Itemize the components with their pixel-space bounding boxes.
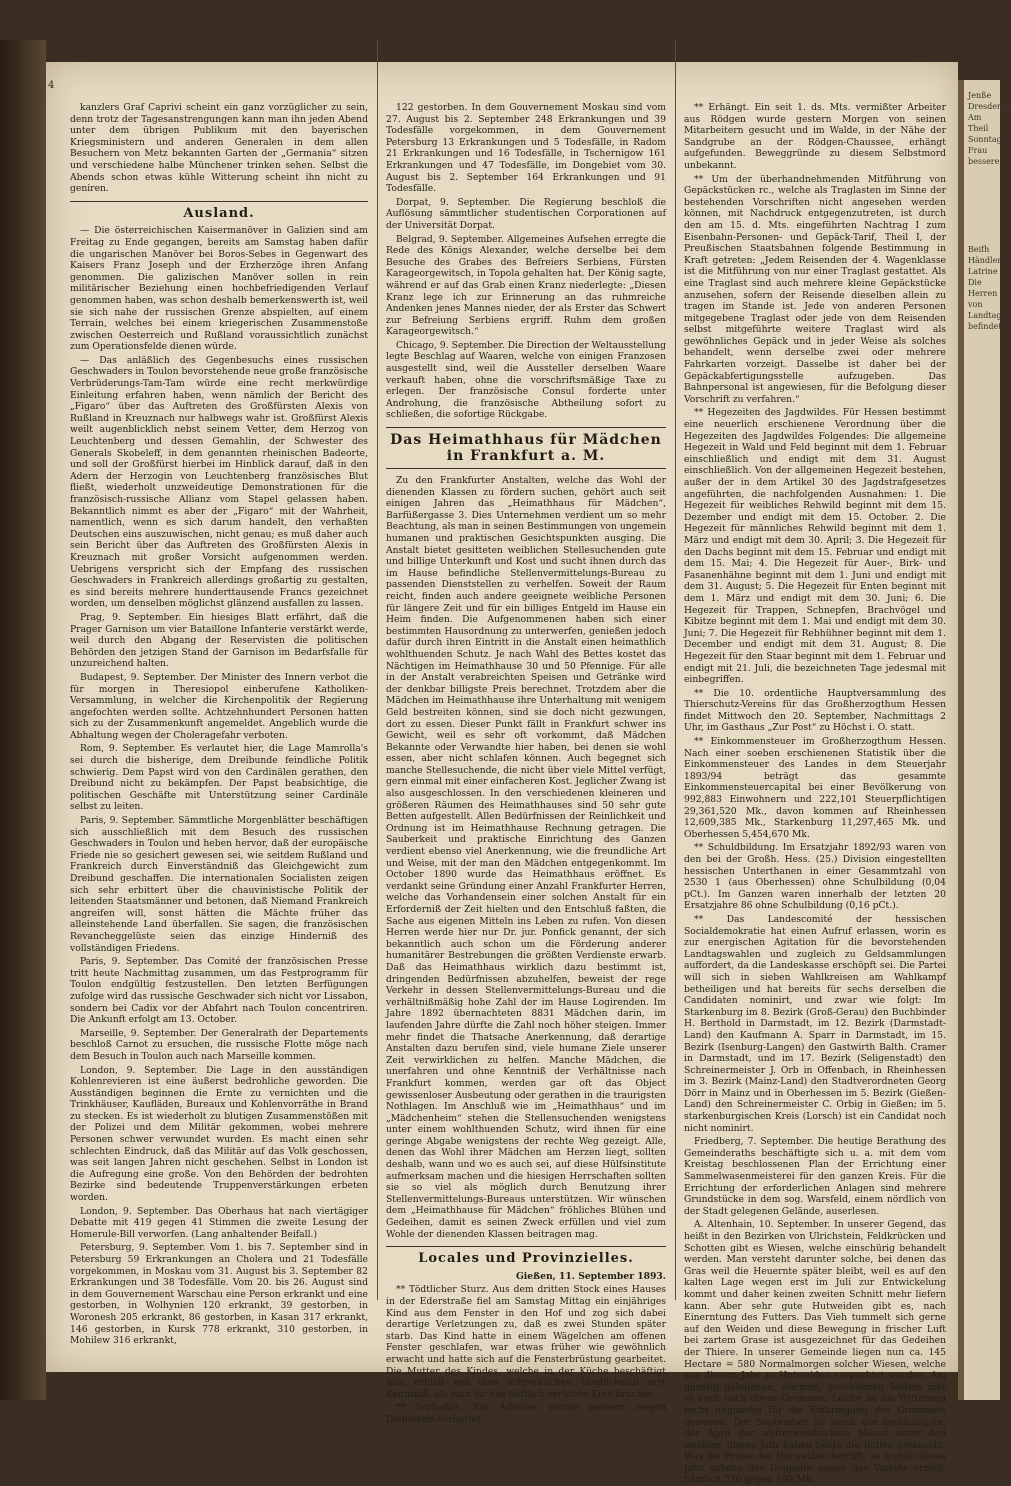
article-paragraph: ** Einkommensteuer im Großherzogthum Hessen. Nach einer soeben erschienenen Statistik über die Einkommensteuer des Landes in dem Steuerjahr 1893/94 beträgt das gesammte Einkommensteuercapital bei einer Bevölkerung von 992,883 Einwohnern und 222,101 Steuerpflichtigen 29,361,520 Mk., davon kommen auf Rheinhessen 12,609,385 Mk., Starkenburg 11,297,465 Mk. und Oberhessen 5,454,670 Mk. bbox=[684, 736, 946, 840]
page-gutter bbox=[958, 80, 964, 1400]
article-paragraph: Budapest, 9. September. Der Minister des Innern verbot die für morgen in Theresiopol einberufene Katholiken-Versammlung, in welcher die Kirchenpolitik der Regierung angefochten werden sollte. Achtzehnhundert Personen hatten sich zu der Zusammenkunft angemeldet. Angeblich wurde die Abhaltung wegen der Choleragefahr verboten. bbox=[70, 671, 368, 741]
divider bbox=[70, 201, 368, 202]
article-paragraph: ** Verhaftet. Ein Arbeiter wurde gestern wegen Diebstahls verhaftet. bbox=[386, 1402, 666, 1425]
article-paragraph: London, 9. September. Die Lage in den ausständigen Kohlenrevieren ist eine äußerst bedrohliche geworden. Die Ausständigen beginnen die Ernte zu vernichten und die Trinkhäuser, Kaufläden, Bureaux und Kohlenvorräthe in Brand zu stecken. Es ist wiederholt zu blutigen Zusammenstößen mit der Polizei und dem Militär gekommen, wobei mehrere Personen schwer verwundet wurden. Es macht einen sehr schlechten Eindruck, daß das Militär auf das Volk geschossen, was seit langen Jahren nicht geschehen. Selbst in London ist die Aufregung eine große. Von den Behörden der bedrohten Bezirke sind bedeutende Truppenverstärkungen erbeten worden. bbox=[70, 1064, 368, 1204]
adjacent-page-fragments: Jenße Dresdener Am Theil Sonntag Frau bessere Beifh Händler Latrine Die Herren von Landtag befindet bbox=[968, 91, 1011, 331]
article-paragraph: Belgrad, 9. September. Allgemeines Aufsehen erregte die Rede des Königs Alexander, welche derselbe bei dem Besuche des Grabes des Befreiers Serbiens, Fürsten Karageorgewitsch, in Topola gehalten hat. Der König sagte, während er auf das Grab einen Kranz niederlegte: „Diesen Kranz lege ich zur Erinnerung an das ruhmreiche Andenken jenes Mannes nieder, der als Erster das Schwert zur Befreiung Serbiens ergriff. Ruhm dem großen Karageorgewitsch.“ bbox=[386, 233, 666, 338]
article-paragraph: London, 9. September. Das Oberhaus hat nach viertägiger Debatte mit 419 gegen 41 Stimmen die zweite Lesung der Homerule-Bill verworfen. (Lang anhaltender Beifall.) bbox=[70, 1205, 368, 1240]
article-paragraph: ** Tödtlicher Sturz. Aus dem dritten Stock eines Hauses in der Ederstraße fiel am Samstag Mittag ein einjähriges Kind aus dem Fenster in den Hof und zog sich dabei derartige Verletzungen zu, daß es zwei Stunden später starb. Das Kind hatte in einem Wägelchen am offenen Fenster geschlafen, war etwas früher wie gewöhnlich erwacht und hatte sich auf die Fensterbrüstung gearbeitet. Die Mutter des Kindes, welche in der Küche beschäftigt war, erhielt von dem schrecklichen Unglücksfall erst Kenntniß, als man ihr das tödtlich verletzte Kind brachte. bbox=[386, 1284, 666, 1400]
section-title-locales: Locales und Provinzielles. bbox=[418, 1251, 634, 1267]
article-paragraph: ** Erhängt. Ein seit 1. ds. Mts. vermißter Arbeiter aus Rödgen wurde gestern Morgen von seinen Mitarbeitern gesucht und im Walde, in der Nähe der Sandgrube an der Rödgen-Chaussee, erhängt aufgefunden. Beweggründe zu diesem Selbstmord unbekannt. bbox=[684, 102, 946, 171]
article-paragraph: Dorpat, 9. September. Die Regierung beschloß die Auflösung sämmtlicher studentischen Corporationen auf der Universität Dorpat. bbox=[386, 196, 666, 231]
article-paragraph: A. Altenhain, 10. September. In unserer Gegend, das heißt in den Bezirken von Ulrichstein, Feldkrücken und Schotten gibt es Wiesen, welche einschürig behandelt werden. Man versteht darunter solche, bei denen das Gras weil die Heuernte später bleibt, weil es auf den kalten Lage wegen erst im Juli zur Entwickelung kommt und daher keinen zweiten Schnitt mehr liefern kann. Aber sehr gute Hutweiden gibt es, nach Einerntung des Futters. Das Vieh tummelt sich gerne auf den Weiden und diese Bewegung in frischer Luft bei zartem Grase ist ausgezeichnet für das Gedeihen der Thiere. In unserer Gemeinde liegen nun ca. 145 Hectare = 580 Normalmorgen solcher Wiesen, welche aus diesem Jahr zu Hutweiden verpachtet wurden. Am günstig gelegenen, warmen, geschützten Stellen gibt es auch noch etwas Grummet. Leider ist die Witterung recht ungünstig für die Einbringung des Grummets gewesen. Der September ist somit der beständigste, der April der wetterwendischste Monat unter den zwölfen; dieses Jahr haben beide die Rollen getauscht. Was die Preise der Hutweiden betrifft, so wurde dieses Jahr nahezu das Doppelte gegen das Vorjahr erzielt, nämlich 570 gegen 199 Mk. bbox=[684, 1219, 946, 1486]
article-paragraph: Petersburg, 9. September. Vom 1. bis 7. September sind in Petersburg 59 Erkrankungen an Cholera und 21 Todesfälle vorgekommen, in Moskau vom 31. August bis 3. September 82 Erkrankungen und 38 Todesfälle. Vom 20. bis 26. August sind in dem Gouvernement Warschau eine Person erkrankt und eine gestorben, in Wolhynien 120 erkrankt, 39 gestorben, in Woronesh 205 erkrankt, 86 gestorben, in Kasan 317 erkrankt, 146 gestorben, in Kursk 778 erkrankt, 310 gestorben, in Mohilew 316 erkrankt, bbox=[70, 1242, 368, 1347]
column-right bbox=[684, 102, 946, 1486]
article-paragraph: Chicago, 9. September. Die Direction der Weltausstellung legte Beschlag auf Waaren, welche von einigen Franzosen ausgestellt sind, weil die Aussteller derselben Waare verkauft haben, ohne die vorschriftsmäßige Taxe zu erlegen. Der französische Consul forderte unter Androhung, die französische Abtheilung sofort zu schließen, die sofortige Rückgabe. bbox=[386, 339, 666, 421]
article-paragraph: ** Das Landescomité der hessischen Socialdemokratie hat einen Aufruf erlassen, worin es zur energischen Agitation für die bevorstehenden Landtagswahlen und zugleich zu Geldsammlungen auffordert, da die Landeskasse erschöpft sei. Die Partei will sich in sieben Wahlkreisen am Wahlkampf betheiligen und hat bereits für sechs derselben die Candidaten nominirt, und zwar wie folgt: Im Starkenburg im 8. Bezirk (Groß-Gerau) den Buchbinder H. Berthold in Darmstadt, im 12. Bezirk (Darmstadt-Land) den Kaufmann A. Sparr in Darmstadt, im 15. Bezirk (Isenburg-Langen) den Gastwirth Balth. Cramer in Darmstadt, und im 17. Bezirk (Seligenstadt) den Schreinermeister J. Orb in Offenbach, in Rheinhessen im 3. Bezirk (Mainz-Land) den Stadtverordneten Georg Dörr in Mainz und in Oberhessen im 5. Bezirk (Gießen-Land) den Schreinermeister C. Orbig in Gießen; im 5. starkenburgischen Kreis (Lorsch) ist ein Candidat noch nicht nominirt. bbox=[684, 913, 946, 1134]
article-paragraph: — Das anläßlich des Gegenbesuchs eines russischen Geschwaders in Toulon bevorstehende neue große französische Verbrüderungs-Tam-Tam würde eine recht merkwürdige Einleitung erfahren haben, wenn nämlich der Bericht des „Figaro“ über das Auftreten des Großfürsten Alexis von Rußland in Kreuznach nur halbwegs wahr ist. Großfürst Alexis weilt augenblicklich nebst seinem Vetter, dem Herzog von Leuchtenberg und dessen Gemahlin, der Schwester des Generals Skobeleff, in dem genannten rheinischen Badeorte, und soll der Großfürst hierbei im Hinblick darauf, daß in den Adern der Herzogin von Leuchtenberg französisches Blut fließt, wiederholt unzweideutige Demonstrationen für die französisch-russische Allianz vom Stapel gelassen haben. Bekanntlich nimmt es aber der „Figaro“ mit der Wahrheit, namentlich, wenn es sich darum handelt, den verhaßten Deutschen eins auszuwischen, nicht genau; es muß daher auch sein Bericht über das Auftreten des Großfürsten Alexis in Kreuznach mit großer Vorsicht aufgenommen werden. Uebrigens verspricht sich der Empfang des russischen Geschwaders in Frankreich allerdings großartig zu gestalten, es sind bereits mehrere hunderttausende Francs gezeichnet worden, um denselben möglichst glänzend ausfallen zu lassen. bbox=[70, 354, 368, 610]
article-paragraph: ** Um der überhandnehmenden Mitführung von Gepäckstücken rc., welche als Traglasten im Sinne der bestehenden Vorschriften nicht angesehen werden können, mit Nachdruck entgegenzutreten, ist durch den am 15. d. Mts. eingeführten Nachtrag I zum Eisenbahn-Personen- und Gepäck-Tarif, Theil I, der Preußischen Staatsbahnen folgende Bestimmung in Kraft getreten: „Jedem Reisenden der 4. Wagenklasse ist die Mitführung von nur einer Traglast gestattet. Als eine Traglast sind auch mehrere kleine Gepäckstücke anzusehen, sofern der Reisende dieselben allein zu tragen im Stande ist. Jede von anderen Personen mitgegebene Traglast oder jede von dem Reisenden selbst mitgeführte weitere Traglast wird als gewöhnliches Gepäck und in jeder Weise als solches behandelt, wenn derselbe zwei oder mehrere Fahrkarten vorzeigt. Dasselbe ist daher bei der Gepäckabfertigungsstelle aufzugeben. Das Bahnpersonal ist angewiesen, für die Befolgung dieser Vorschrift zu verfahren.“ bbox=[684, 173, 946, 405]
article-paragraph: ** Hegezeiten des Jagdwildes. Für Hessen bestimmt eine neuerlich erschienene Verordnung über die Hegezeiten des Jagdwildes Folgendes: Die allgemeine Hegezeit in Wald und Feld beginnt mit dem 1. Februar einschließlich und endigt mit dem 31. August einschließlich. Von der allgemeinen Hegezeit bestehen, außer der in dem Artikel 30 des Jagdstrafgesetzes angeführten, die nachfolgenden Ausnahmen: 1. Die Hegezeit für weibliches Rehwild beginnt mit dem 15. Dezember und endigt mit dem 15. October. 2. Die Hegezeit für männliches Rehwild beginnt mit dem 1. März und endigt mit dem 30. April; 3. Die Hegezeit für den Dachs beginnt mit dem 15. Februar und endigt mit dem 15. Mai; 4. Die Hegezeit für Auer-, Birk- und Fasanenhähne beginnt mit dem 1. Juni und endigt mit dem 31. August; 5. Die Hegezeit für Enten beginnt mit dem 1. März und endigt mit dem 30. Juni; 6. Die Hegezeit für Trappen, Schnepfen, Brachvögel und Kibitze beginnt mit dem 1. Mai und endigt mit dem 30. Juni; 7. Die Hegezeit für Rebhühner beginnt mit dem 1. December und endigt mit dem 31. August; 8. Die Hegezeit für den Staar beginnt mit dem 1. Februar und endigt mit 21. Juli, die bezeichneten Tage jedesmal mit einbegriffen. bbox=[684, 407, 946, 686]
book-spine bbox=[0, 40, 46, 1400]
page-number: 4 bbox=[48, 80, 55, 91]
article-paragraph: 122 gestorben. In dem Gouvernement Moskau sind vom 27. August bis 2. September 248 Erkrankungen und 39 Todesfälle vorgekommen, in dem Gouvernement Petersburg 13 Erkrankungen und 5 Todesfälle, in Radom 21 Erkrankungen und 16 Todesfälle, in Tschernigow 161 Erkrankungen und 47 Todesfälle, im Dongebiet vom 30. August bis 2. September 164 Erkrankungen und 91 Todesfälle. bbox=[386, 102, 666, 195]
section-title-ausland: Ausland. bbox=[183, 205, 255, 221]
column-rule bbox=[675, 40, 676, 1300]
article-paragraph: ** Schuldbildung. Im Ersatzjahr 1892/93 waren von den bei der Großh. Hess. (25.) Division eingestellten hessischen Unterthanen in einer Gesammtzahl von 2530 1 (aus Oberhessen) ohne Schulbildung (0,04 pCt.). Im Ganzen waren innerhalb der letzten 20 Ersatzjahre 86 ohne Schulbildung (0,16 pCt.). bbox=[684, 842, 946, 912]
column-middle bbox=[386, 102, 666, 1425]
article-paragraph: Paris, 9. September. Das Comité der französischen Presse tritt heute Nachmittag zusammen, um das Festprogramm für Toulon endgültig festzustellen. Den letzten Berfügungen zufolge wird das russische Geschwader sich nicht vor Lissabon, sondern bei Cadix vor der Abfahrt nach Toulon concentriren. Die Ankunft erfolgt am 13. October. bbox=[70, 956, 368, 1026]
article-paragraph: Friedberg, 7. September. Die heutige Berathung des Gemeinderaths beschäftigte sich u. a. mit dem vom Kreistag beschlossenen Plan der Errichtung einer Sammelwasenmeisterei für den ganzen Kreis. Für die Errichtung der erforderlichen Anlagen sind mehrere Grundstücke in dem sog. Warsfeld, einem nördlich von der Stadt gelegenen Gelände, auserlesen. bbox=[684, 1136, 946, 1217]
article-paragraph: Zu den Frankfurter Anstalten, welche das Wohl der dienenden Klassen zu fördern suchen, gehört auch seit einigen Jahren das „Heimathhaus für Mädchen“, Barfüßergasse 3. Dies Unternehmen verdient um so mehr Beachtung, als man in seinen Bestimmungen von ungemein humanen und praktischen Gesichtspunkten ausging. Die Anstalt bietet gesitteten weiblichen Stellesuchenden gute und billige Unterkunft und Kost und sucht ihnen durch das im Hause befindliche Stellenvermittelungs-Bureau zu passenden Dienststellen zu verhelfen. Soweit der Raum reicht, finden auch andere geeignete weibliche Personen für längere Zeit und für ein billiges Entgeld im Hause ein Heim finden. Die Aufgenommenen haben sich einer bestimmten Hausordnung zu unterwerfen, genießen jedoch dafür durch ihren Eintritt in die Anstalt einen heimathlich wohlthuenden Schutz. Je nach Wahl des Bettes kostet das Nächtigen im Heimathhause 30 und 50 Pfennige. Für alle in der Anstalt verabreichten Speisen und Getränke wird der denkbar billigste Preis berechnet. Trotzdem aber die Mädchen im Heimathhause ihre Unterhaltung mit wenigem Geld bestreiten können, sind sie doch nicht gezwungen, dort zu essen. Dieser Punkt fällt in Frankfurt schwer ins Gewicht, weil es sehr oft vorkommt, daß Mädchen Bekannte oder Verwandte hier haben, bei denen sie wohl essen, aber nicht schlafen können. Auch begegnet sich manche Stellesuchende, die nicht über viele Mittel verfügt, gern einmal mit einer einfacheren Kost. Jeglicher Zwang ist also ausgeschlossen. In den verschiedenen kleineren und größeren Räumen des Heimathhauses sind 50 sehr gute Betten aufgestellt. Allen Bedürfnissen der Reinlichkeit und Ordnung ist im Heimathhause Rechnung getragen. Die Sauberkeit und praktische Einrichtung des Ganzen verdient ebenso viel Anerkennung, wie die freundliche Art und Weise, mit der man den Mädchen entgegenkommt. Im October 1890 wurde das Heimathhaus eröffnet. Es verdankt seine Gründung einer Anzahl Frankfurter Herren, welche das Vorhandensein einer solchen Anstalt für ein Erforderniß der Zeit hielten und den Entschluß faßten, die Sache aus eigenen Mitteln ins Leben zu rufen. Von diesen Herren werde hier nur Dr. jur. Ponfick genannt, der sich bekanntlich auch schon um die Förderung anderer humanitärer Bestrebungen die größten Verdienste erwarb. Daß das Heimathhaus wirklich dazu bestimmt ist, dringenden Bedürfnissen abzuhelfen, beweist der rege Verkehr in dessen Stellenvermittelungs-Bureau und die verhältnißmäßig hohe Zahl der im Hause Logirenden. Im Jahre 1892 übernachteten 8831 Mädchen darin, im laufenden Jahre dürfte die Zahl noch höher steigen. Immer mehr findet die Thatsache Anerkennung, daß derartige Anstalten dazu berufen sind, viele humane Ziele unserer Zeit verwirklichen zu helfen. Manche Mädchen, die unerfahren und ohne Kenntniß der Verhältnisse nach Frankfurt kommen, werden gar oft das Object gewissenloser Ausbeutung oder gerathen in die traurigsten Nothlagen. Im Anschluß wie im „Heimathhaus“ und im „Mädchenheim“ stehen die Stellensuchenden wenigstens unter einem wohlthuenden Schutz, wird ihnen für eine geringe Abgabe wenigstens der rechte Weg gezeigt. Alle, denen das Wohl ihrer Mädchen am Herzen liegt, sollten deshalb, wann und wo es auch sei, auf diese Hülfsinstitute aufmerksam machen und die hiesigen Herrschaften sollten sie so viel als möglich durch Benutzung ihrer Stellenvermittelungs-Bureaus unterstützen. Wir wünschen dem „Heimathhause für Mädchen“ fröhliches Blühen und Gedeihen, damit es seinen Zweck erfüllen und viel zum Wohle der dienenden Klassen beitragen mag. bbox=[386, 475, 666, 1240]
divider bbox=[386, 1246, 666, 1247]
column-left bbox=[70, 102, 368, 1357]
article-paragraph: Paris, 9. September. Sämmtliche Morgenblätter beschäftigen sich ausschließlich mit dem Besuch des russischen Geschwaders in Toulon und heben hervor, daß der europäische Friede nie so gesichert gewesen sei, wie seitdem Rußland und Frankreich durch Einverständniß das Gleichgewicht zum Dreibund geschaffen. Die internationalen Socialisten zeigen sich sehr erbittert über die chauvinistische Politik der leitenden Staatsmänner und betonen, daß Niemand Frankreich angreifen will, sonst hätten die Mächte früher das alleinstehende Land überfallen. Sie sagen, die französischen Revancheggelüste seien das einzige Hinderniß des vollständigen Friedens. bbox=[70, 815, 368, 954]
article-paragraph: Prag, 9. September. Ein hiesiges Blatt erfährt, daß die Prager Garnison um vier Bataillone Infanterie verstärkt werde, weil durch den Abgang der Reservisten die politischen Behörden den jetzigen Stand der Garnison im Bedarfsfalle für unzureichend halten. bbox=[70, 611, 368, 670]
column-rule bbox=[377, 40, 378, 1300]
article-paragraph: Rom, 9. September. Es verlautet hier, die Lage Mamrolla's sei durch die bisherige, dem Dreibunde feindliche Politik schwierig. Dem Papst wird von den Cardinälen gerathen, den Dreibund nicht zu bekämpfen. Der Papst beabsichtige, die politischen Geschäfte mit Unterstützung seiner Cardinäle selbst zu leiten. bbox=[70, 743, 368, 813]
intro-paragraph: kanzlers Graf Caprivi scheint ein ganz vorzüglicher zu sein, denn trotz der Tagesanstrengungen kann man ihn jeden Abend unter dem übrigen Publikum mit den bayerischen Kriegsministern und anderen Generalen in dem allen Besuchern von Metz bekannten Garten der „Germania“ sitzen und verschiedene halbe Münchener trinken sehen. Selbst die Abends schon etwas kühle Witterung scheint ihn nicht zu geniren. bbox=[70, 102, 368, 195]
article-paragraph: — Die österreichischen Kaisermanöver in Galizien sind am Freitag zu Ende gegangen, bereits am Samstag haben dafür die ungarischen Manöver bei Boros-Sebes in Gegenwart des Kaisers Franz Joseph und der Erzherzöge ihren Anfang genommen. Die galizischen Manöver sollen in rein militärischer Beziehung einen hochbefriedigenden Verlauf genommen haben, was schon deshalb bemerkenswerth ist, weil sie sich nahe der russischen Grenze abspielten, auf einem Terrain, welches bei einem kriegerischen Zusammenstoße zwischen Oesterreich und Rußland voraussichtlich zunächst zum Operationsfelde dienen würde. bbox=[70, 225, 368, 353]
article-paragraph: Marseille, 9. September. Der Generalrath der Departements beschloß Carnot zu ersuchen, die russische Flotte möge nach dem Besuch in Toulon auch nach Marseille kommen. bbox=[70, 1027, 368, 1062]
article-paragraph: ** Die 10. ordentliche Hauptversammlung des Thierschutz-Vereins für das Großherzogthum Hessen findet Mittwoch den 20. September, Nachmittags 2 Uhr, im Gasthaus „Zur Post“ zu Höchst i. O. statt. bbox=[684, 687, 946, 734]
article-headline-heimathhaus: Das Heimathhaus für Mädchen in Frankfurt a. M. bbox=[386, 427, 666, 469]
dateline: Gießen, 11. September 1893. bbox=[515, 1270, 666, 1282]
